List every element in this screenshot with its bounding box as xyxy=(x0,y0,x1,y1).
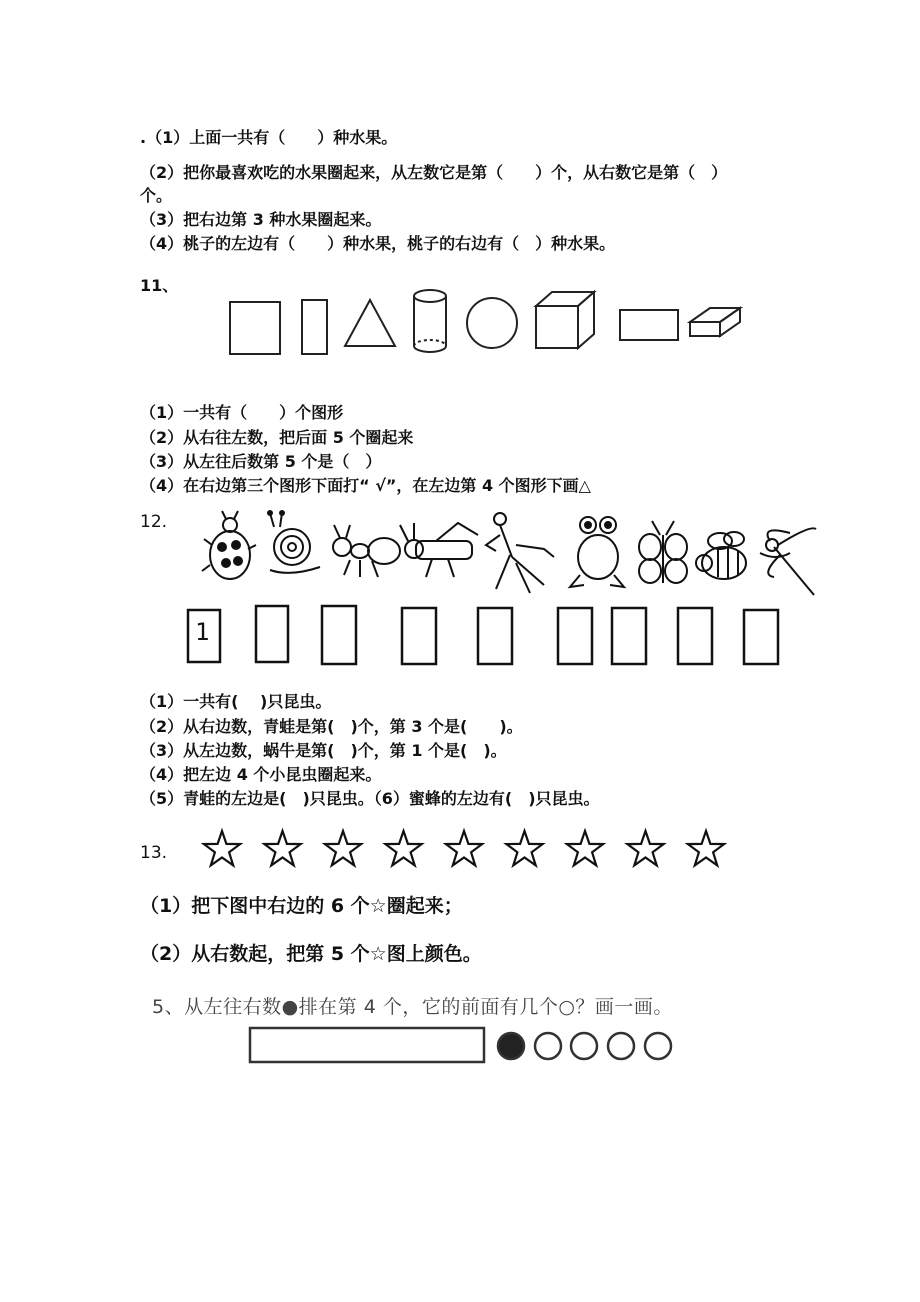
star-icon xyxy=(446,831,482,865)
cube-shape xyxy=(536,292,594,348)
cylinder-shape xyxy=(414,290,446,352)
q10-line1: .（1）上面一共有（ ）种水果。 xyxy=(140,128,398,147)
empty-circle xyxy=(608,1033,634,1059)
q10-line3: （3）把右边第 3 种水果圈起来。 xyxy=(140,210,382,229)
q12-number: 12. xyxy=(140,512,168,532)
frog-icon xyxy=(570,517,624,587)
star-icon xyxy=(688,831,724,865)
triangle-shape xyxy=(345,300,395,346)
star-icon xyxy=(567,831,603,865)
circle-shape xyxy=(467,298,517,348)
box1-label: 1 xyxy=(195,618,210,646)
q13-stars xyxy=(200,826,740,876)
q11-line1: （1）一共有（ ）个图形 xyxy=(140,403,344,422)
star-icon xyxy=(325,831,361,865)
mantis-icon xyxy=(486,513,554,593)
butterfly-icon xyxy=(639,521,687,583)
cuboid-shape xyxy=(690,308,740,336)
q12-insects xyxy=(200,505,820,600)
q5-text: 5、从左往右数●排在第 4 个，它的前面有几个○？画一画。 xyxy=(152,996,673,1018)
q12-line2: （2）从右边数，青蛙是第( )个，第 3 个是( )。 xyxy=(140,717,523,736)
q12-line5: （5）青蛙的左边是( )只昆虫。（6）蜜蜂的左边有( )只昆虫。 xyxy=(140,789,600,808)
star-icon xyxy=(204,831,240,865)
q12-line4: （4）把左边 4 个小昆虫圈起来。 xyxy=(140,765,382,784)
q5-drawing xyxy=(246,1026,686,1066)
q11-number: 11、 xyxy=(140,276,179,295)
dragonfly-icon xyxy=(760,528,816,595)
star-icon xyxy=(264,831,300,865)
empty-circle xyxy=(571,1033,597,1059)
rectangle-shape xyxy=(620,310,678,340)
q13-line1: （1）把下图中右边的 6 个☆圈起来； xyxy=(140,895,463,917)
q12-line3: （3）从左边数，蜗牛是第( )个，第 1 个是( )。 xyxy=(140,741,507,760)
grasshopper-icon xyxy=(400,523,478,577)
ladybug-icon xyxy=(202,511,256,579)
q10-line2: （2）把你最喜欢吃的水果圈起来，从左数它是第（ ）个，从右数它是第（ ） xyxy=(140,163,728,182)
q13-line2: （2）从右数起，把第 5 个☆图上颜色。 xyxy=(140,943,482,965)
q10-line2-cont: 个。 xyxy=(140,186,173,205)
q11-line3: （3）从左往后数第 5 个是（ ） xyxy=(140,452,382,471)
square-shape xyxy=(230,302,280,354)
empty-circle xyxy=(535,1033,561,1059)
tall-rectangle-shape xyxy=(302,300,327,354)
filled-circle xyxy=(498,1033,524,1059)
empty-circle xyxy=(645,1033,671,1059)
star-icon xyxy=(627,831,663,865)
q11-shapes xyxy=(220,284,760,364)
star-icon xyxy=(385,831,421,865)
answer-box xyxy=(250,1028,484,1062)
q11-line2: （2）从右往左数，把后面 5 个圈起来 xyxy=(140,428,414,447)
q11-line4: （4）在右边第三个图形下面打“ √”，在左边第 4 个图形下画△ xyxy=(140,476,591,495)
ant-icon xyxy=(333,525,400,577)
star-icon xyxy=(506,831,542,865)
q13-number: 13. xyxy=(140,843,168,863)
q12-answer-boxes xyxy=(184,602,804,668)
q10-line4: （4）桃子的左边有（ ）种水果，桃子的右边有（ ）种水果。 xyxy=(140,234,616,253)
q12-line1: （1）一共有( )只昆虫。 xyxy=(140,692,332,711)
bee-icon xyxy=(696,532,746,579)
snail-icon xyxy=(268,511,320,573)
